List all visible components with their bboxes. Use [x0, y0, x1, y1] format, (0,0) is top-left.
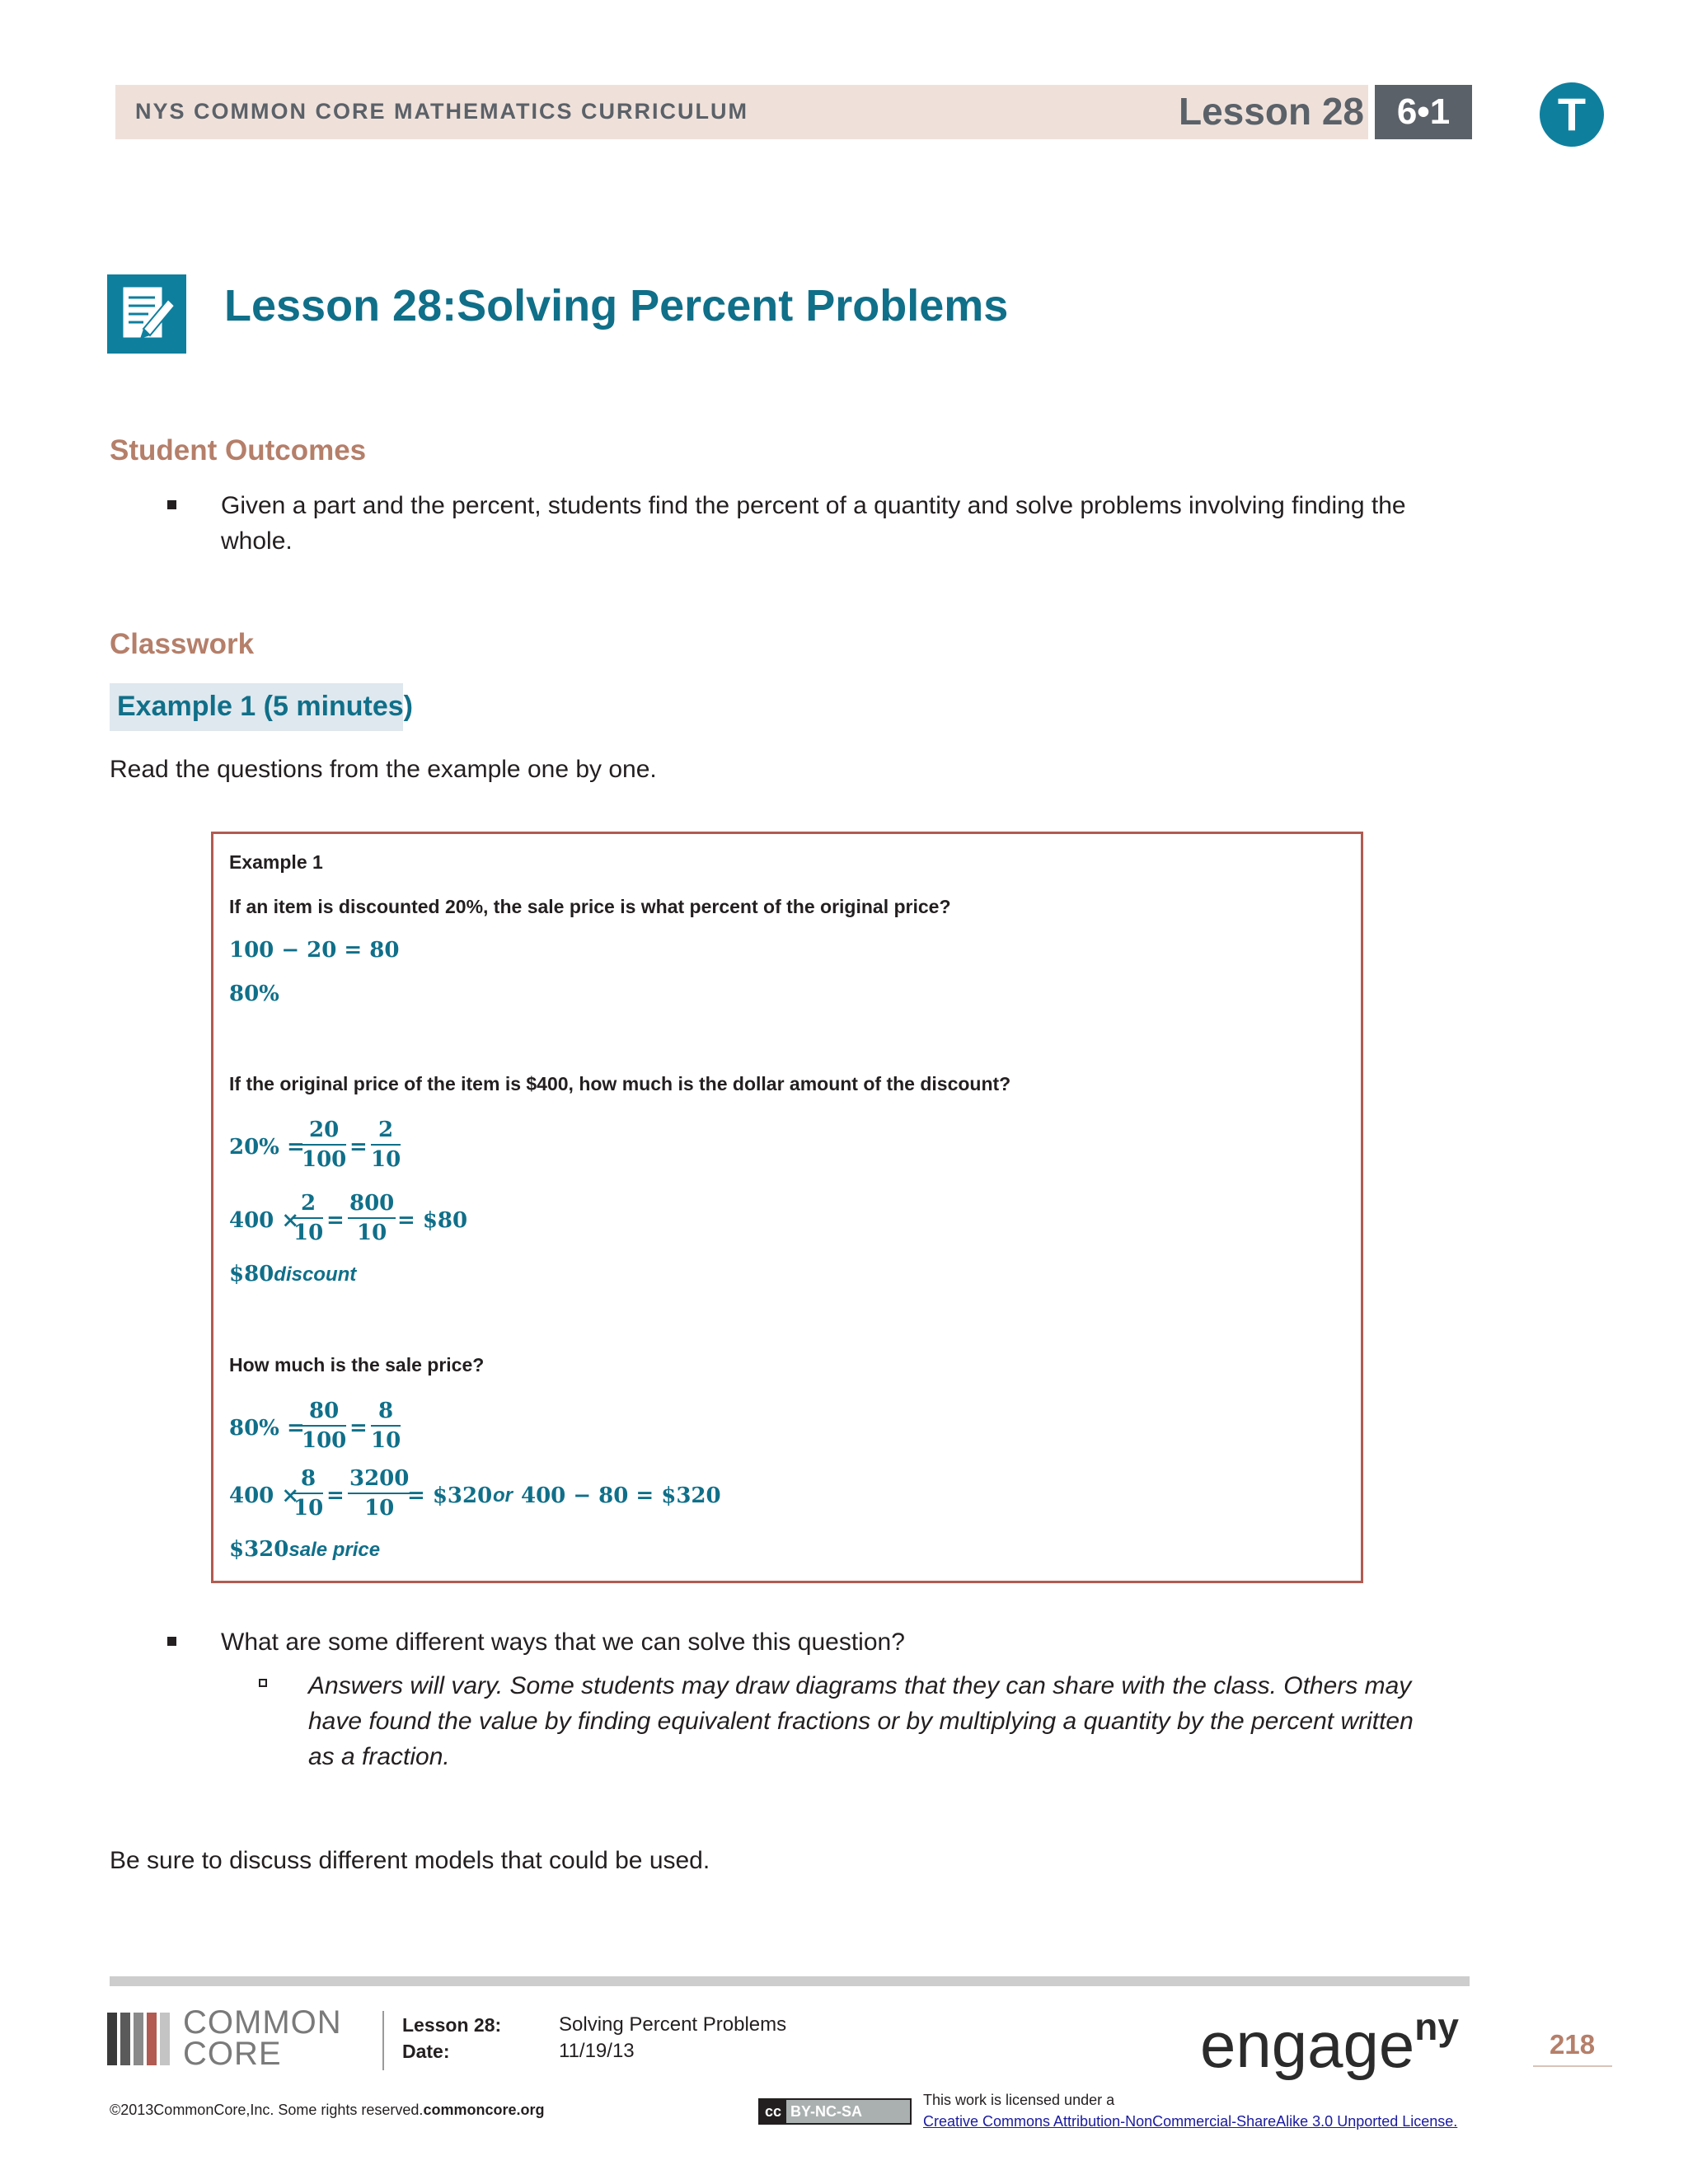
q2-fraction-2-num: 2: [371, 1116, 401, 1146]
q2-answer-word: discount: [274, 1263, 357, 1286]
footer-divider: [110, 1976, 1470, 1986]
example-label: Example 1: [229, 851, 323, 873]
answer-line1: Answers will vary. Some students may draw diagrams that they can share with the class. Others may: [308, 1672, 1412, 1699]
cc-license-badge-icon[interactable]: [758, 2098, 912, 2125]
engage-word: engage: [1200, 2008, 1415, 2081]
footer-lesson-label: Lesson 28:: [402, 2014, 502, 2036]
q2-fraction-2: [371, 1116, 401, 1174]
q3-fraction-2-den: 10: [371, 1428, 401, 1453]
footer-vertical-divider: [382, 2011, 384, 2070]
q3-fraction-1-num: 80: [302, 1397, 346, 1427]
discussion-question: What are some different ways that we can solve this question?: [221, 1629, 905, 1656]
page-title: Lesson 28:Solving Percent Problems: [224, 281, 1009, 330]
q3-answer: [229, 1537, 380, 1562]
q3-fraction-2-num: 8: [371, 1397, 401, 1427]
q2-percent: 20% =: [229, 1135, 305, 1160]
outcome-text-line2: whole.: [221, 527, 293, 555]
q3-fraction-4-num: 3200: [348, 1465, 410, 1494]
q3-equals-1: =: [349, 1416, 368, 1441]
footer-date-label: Date:: [402, 2041, 450, 2062]
q3-fraction-3-den: 10: [293, 1496, 324, 1521]
q2-answer: [229, 1262, 356, 1286]
q1-equation: 100 − 20 = 80: [229, 938, 400, 963]
q2-multiply: 400 ×: [229, 1208, 300, 1233]
q2-fraction-4-den: 10: [357, 1221, 387, 1245]
logo-word-core: CORE: [183, 2036, 282, 2072]
grade-module-badge: 6•1: [1375, 85, 1472, 139]
cc-mark: cc: [760, 2100, 786, 2123]
page-number-underline: [1533, 2065, 1612, 2067]
answer-line3: as a fraction.: [308, 1743, 450, 1770]
copyright-text: [110, 2102, 544, 2119]
engageny-logo: [1200, 2005, 1459, 2083]
bullet-hollow-square-icon: [259, 1679, 267, 1687]
q2-fraction-3-den: 10: [293, 1221, 324, 1245]
q3-fraction-4: [348, 1465, 410, 1522]
q3-answer-value: $320: [229, 1537, 289, 1562]
question-2: If the original price of the item is $400, how much is the dollar amount of the discount?: [229, 1073, 1011, 1094]
bullet-square-icon: [167, 1637, 176, 1646]
q2-fraction-4-num: 800: [348, 1189, 396, 1219]
answer-line2: have found the value by finding equivalent fractions or by multiplying a quantity by the percent written: [308, 1708, 1414, 1735]
q3-answer-word: sale price: [288, 1539, 381, 1561]
lesson-notepad-icon: [107, 274, 186, 354]
q2-result: = $80: [397, 1208, 468, 1233]
q1-answer: 80%: [229, 982, 279, 1006]
q2-fraction-3: [293, 1189, 323, 1247]
page-number: 218: [1550, 2029, 1596, 2060]
q3-fraction-4-den: 10: [364, 1496, 395, 1521]
q3-fraction-2: [371, 1397, 401, 1455]
footer-date-value: 11/19/13: [559, 2040, 635, 2062]
teacher-badge: T: [1540, 82, 1604, 147]
q3-fraction-1: [302, 1397, 346, 1455]
q2-answer-value: $80: [229, 1262, 274, 1286]
copyright-site: commoncore.org: [423, 2102, 545, 2118]
classwork-heading: Classwork: [110, 628, 255, 660]
license-link[interactable]: Creative Commons Attribution-NonCommercial-ShareAlike 3.0 Unported License.: [923, 2113, 1458, 2130]
logo-word-common: COMMON: [183, 2004, 342, 2041]
lesson-label: Lesson 28: [1179, 90, 1364, 133]
q3-fraction-3-num: 8: [293, 1465, 323, 1494]
copyright-main: ©2013CommonCore,Inc. Some rights reserved.: [110, 2102, 424, 2118]
q2-equals-2: =: [326, 1208, 345, 1233]
curriculum-title: NYS COMMON CORE MATHEMATICS CURRICULUM: [135, 99, 748, 124]
outcome-text-line1: Given a part and the percent, students find the percent of a quantity and solve problems involving finding the: [221, 492, 1406, 519]
q3-or: or: [493, 1484, 513, 1507]
student-outcomes-heading: Student Outcomes: [110, 434, 367, 466]
q3-fraction-3: [293, 1465, 323, 1522]
q3-fraction-1-den: 100: [302, 1428, 347, 1453]
q3-result: = $320: [407, 1483, 493, 1508]
intro-text: Read the questions from the example one by one.: [110, 756, 657, 783]
q2-fraction-2-den: 10: [371, 1147, 401, 1172]
q3-equals-2: =: [326, 1483, 345, 1508]
bullet-square-icon: [167, 500, 176, 509]
q3-percent: 80% =: [229, 1416, 305, 1441]
closing-text: Be sure to discuss different models that could be used.: [110, 1847, 710, 1874]
common-core-logo-icon: [107, 2011, 171, 2071]
license-text: This work is licensed under a: [923, 2092, 1115, 2108]
q2-fraction-3-num: 2: [293, 1189, 323, 1219]
q3-multiply: 400 ×: [229, 1483, 300, 1508]
example-tag: Example 1 (5 minutes): [117, 691, 414, 722]
q2-fraction-1: [302, 1116, 346, 1174]
footer-lesson-value: Solving Percent Problems: [559, 2013, 787, 2036]
q2-fraction-1-num: 20: [302, 1116, 346, 1146]
question-1: If an item is discounted 20%, the sale price is what percent of the original price?: [229, 896, 951, 917]
q2-fraction-1-den: 100: [302, 1147, 347, 1172]
question-3: How much is the sale price?: [229, 1354, 485, 1376]
cc-badge-text: BY-NC-SA: [790, 2103, 863, 2120]
engage-superscript: ny: [1414, 2005, 1459, 2048]
q2-equals-1: =: [349, 1135, 368, 1160]
q3-alternative: 400 − 80 = $320: [521, 1483, 721, 1508]
q2-fraction-4: [348, 1189, 396, 1247]
